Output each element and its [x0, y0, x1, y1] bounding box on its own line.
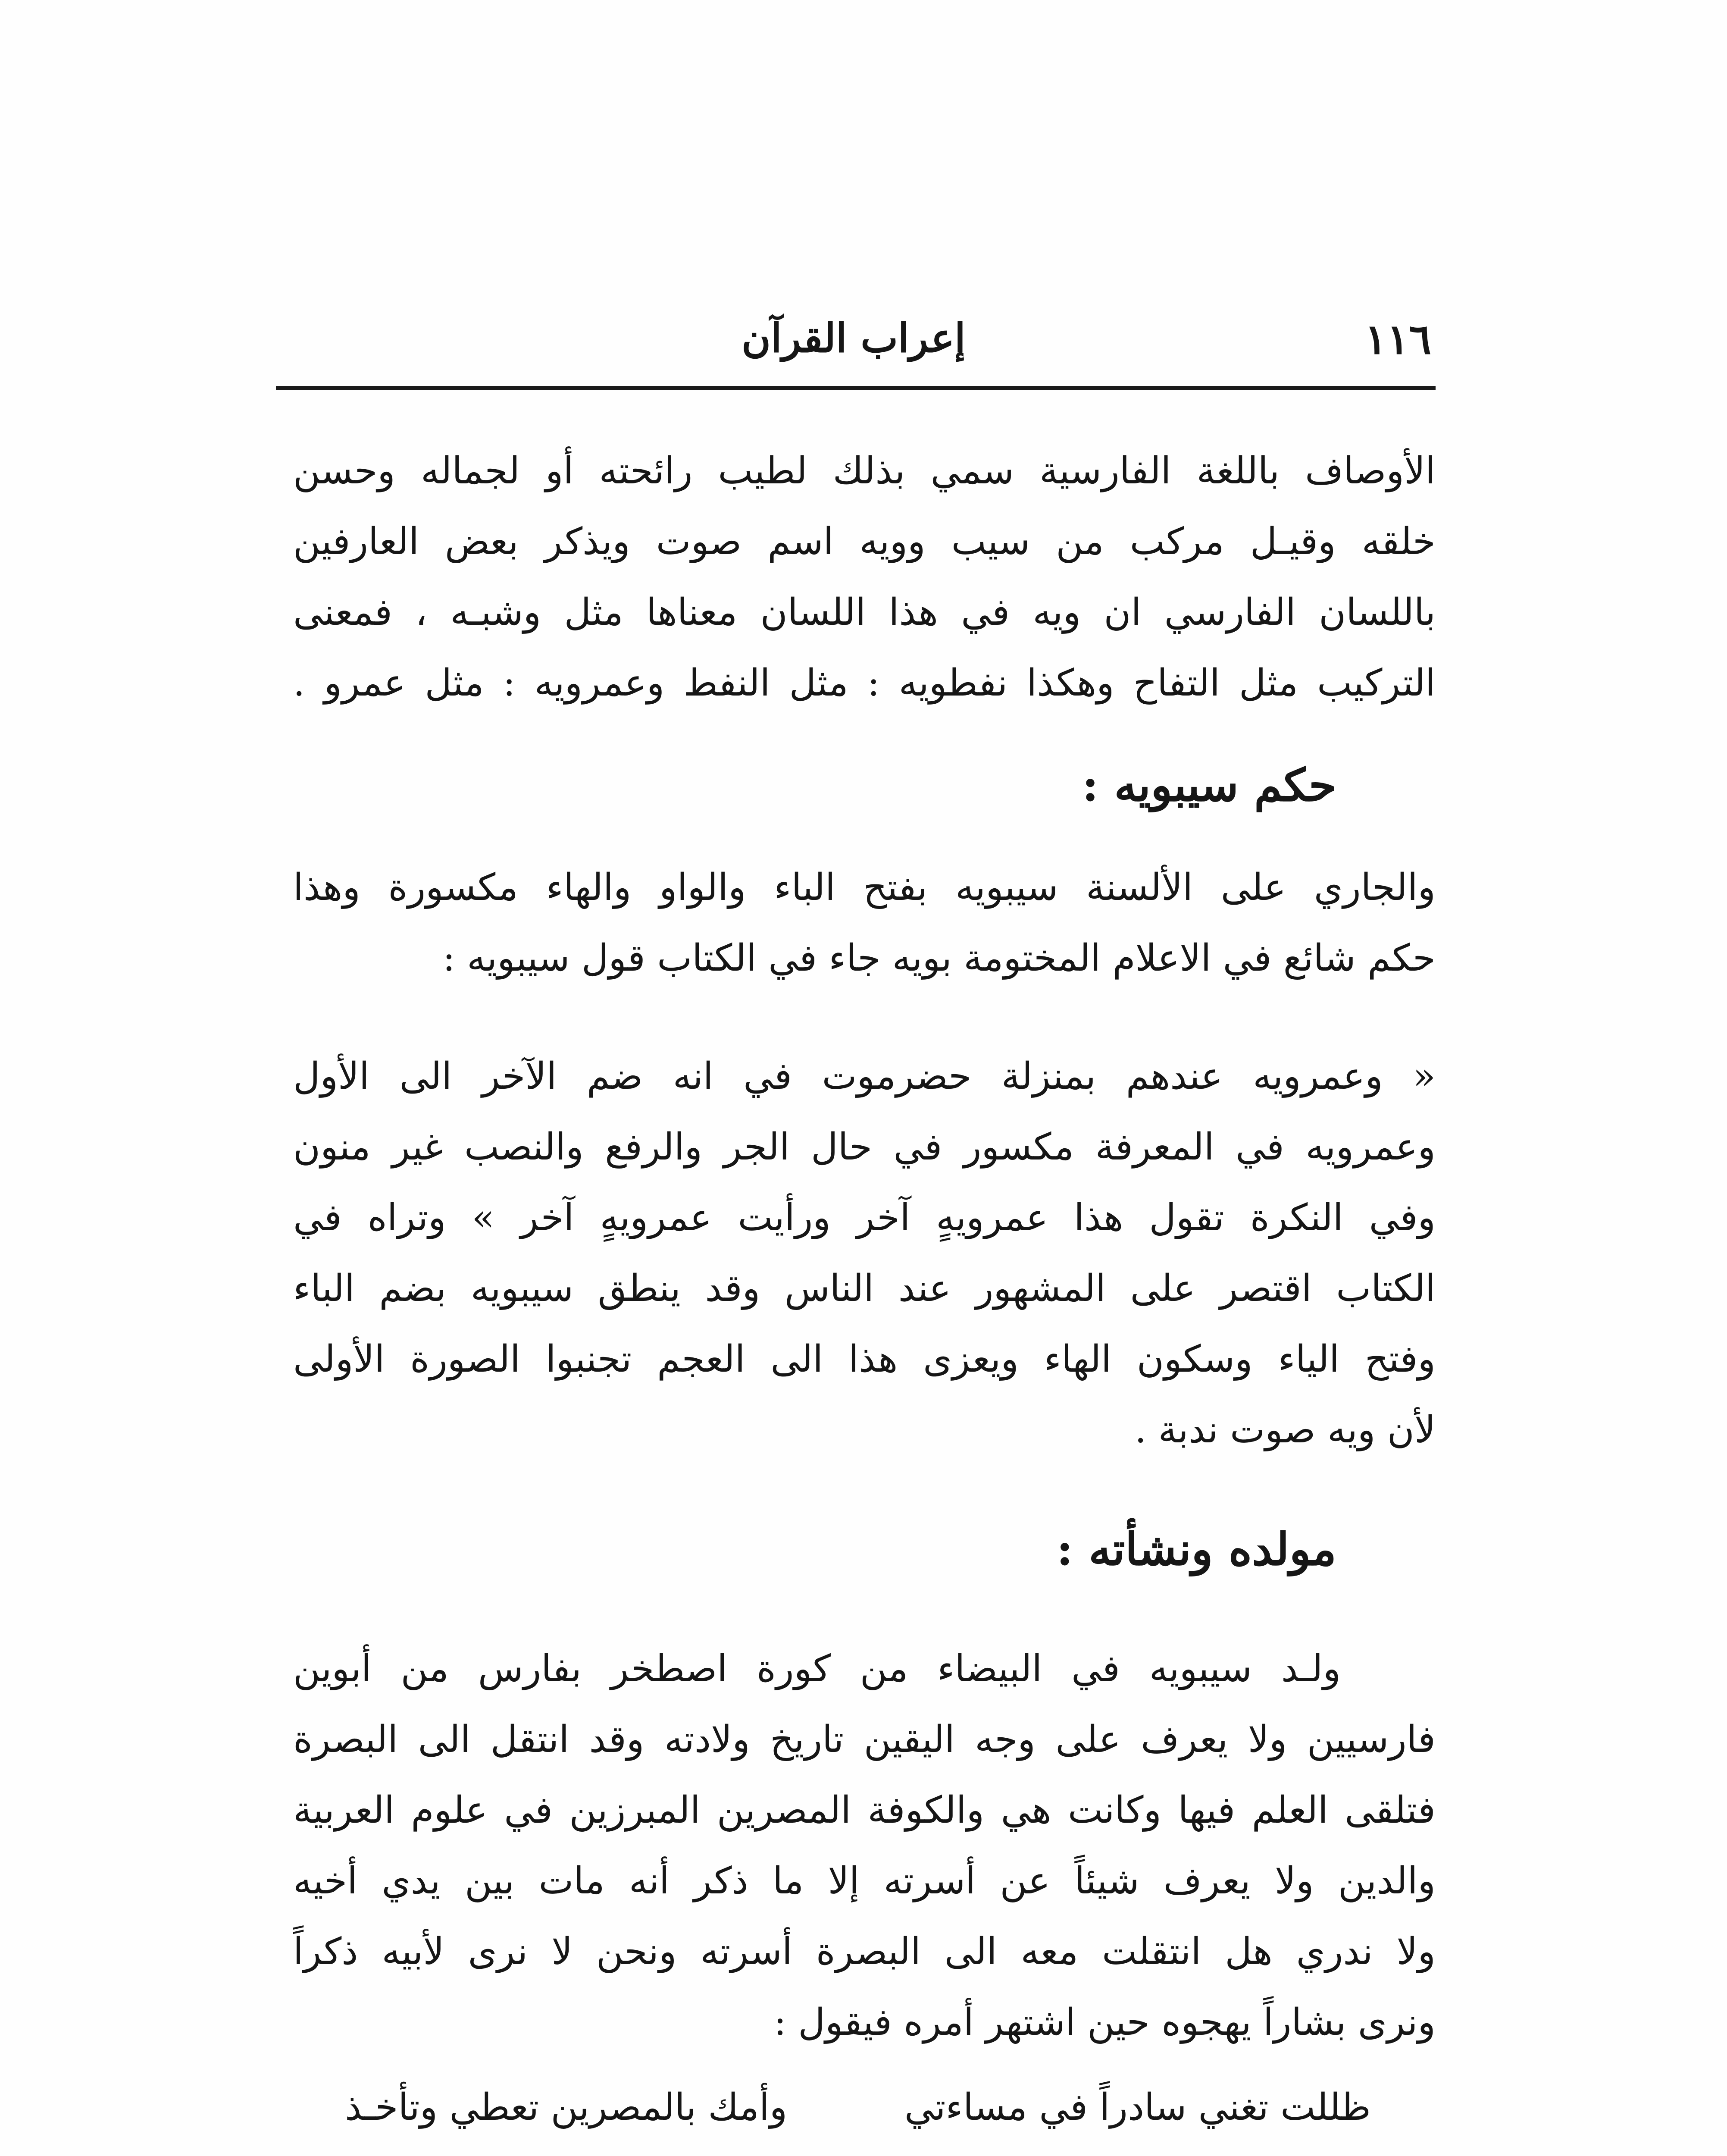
page-header [276, 302, 1431, 371]
verse-first-hemistich: ظللت تغني سادراً في مساءتي [904, 2086, 1371, 2129]
paragraph-2 [293, 852, 1436, 993]
text-line: وفي النكرة تقول هذا عمرويهٍ آخر ورأيت عمرويهٍ آخر » وتراه في [293, 1196, 1436, 1239]
page-number: ١١٦ [1364, 315, 1431, 364]
text-line: الكتاب اقتصر على المشهور عند الناس وقد ينطق سيبويه بضم الباء [293, 1267, 1436, 1310]
text-line: الأوصاف باللغة الفارسية سمي بذلك لطيب رائحته أو لجماله وحسن [293, 449, 1436, 492]
running-title: إعراب القرآن [741, 315, 966, 361]
text-line: لأن ويه صوت ندبة . [1135, 1408, 1436, 1451]
text-line: والجاري على الألسنة سيبويه بفتح الباء والواو والهاء مكسورة وهذا [293, 866, 1436, 909]
text-line: فتلقى العلم فيها وكانت هي والكوفة المصرين المبرزين في علوم العربية [293, 1789, 1436, 1832]
text-line: ونرى بشاراً يهجوه حين اشتهر أمره فيقول : [774, 2001, 1436, 2044]
header-rule [276, 386, 1436, 390]
poetry-verse [293, 2071, 1436, 2144]
text-line: وعمرويه في المعرفة مكسور في حال الجر والرفع والنصب غير منون [293, 1125, 1436, 1169]
page-body [293, 436, 1436, 2144]
text-line: خلقه وقيـل مركب من سيب وويه اسم صوت ويذكر بعض العارفين [293, 520, 1436, 563]
text-line: حكم شائع في الاعلام المختومة بويه جاء في الكتاب قول سيبويه : [442, 937, 1436, 980]
text-line: وفتح الياء وسكون الهاء ويعزى هذا الى العجم تجنبوا الصورة الأولى [293, 1338, 1436, 1381]
paragraph-3-quotation [293, 1041, 1436, 1465]
verse-second-hemistich: وأمك بالمصرين تعطي وتأخـذ [345, 2086, 788, 2129]
text-line: والدين ولا يعرف شيئاً عن أسرته إلا ما ذكر أنه مات بين يدي أخيه [293, 1859, 1436, 1902]
section-heading-birth-upbringing: مولده ونشأته : [1056, 1523, 1336, 1576]
paragraph-4 [293, 1633, 1436, 2058]
section-heading-sibawayh-ruling: حكم سيبويه : [1082, 758, 1336, 812]
text-line: التركيب مثل التفاح وهكذا نفطويه : مثل النفط وعمرويه : مثل عمرو . [293, 661, 1436, 705]
text-line: ولا ندري هل انتقلت معه الى البصرة أسرته ونحن لا نرى لأبيه ذكراً [293, 1930, 1436, 1973]
text-line: ولـد سيبويه في البيضاء من كورة اصطخر بفارس من أبوين [293, 1647, 1341, 1690]
paragraph-1 [293, 436, 1436, 718]
text-line: باللسان الفارسي ان ويه في هذا اللسان معناها مثل وشبـه ، فمعنى [293, 591, 1436, 634]
text-line: « وعمرويه عندهم بمنزلة حضرموت في انه ضم الآخر الى الأول [293, 1055, 1436, 1098]
text-line: فارسيين ولا يعرف على وجه اليقين تاريخ ولادته وقد انتقل الى البصرة [293, 1718, 1436, 1761]
